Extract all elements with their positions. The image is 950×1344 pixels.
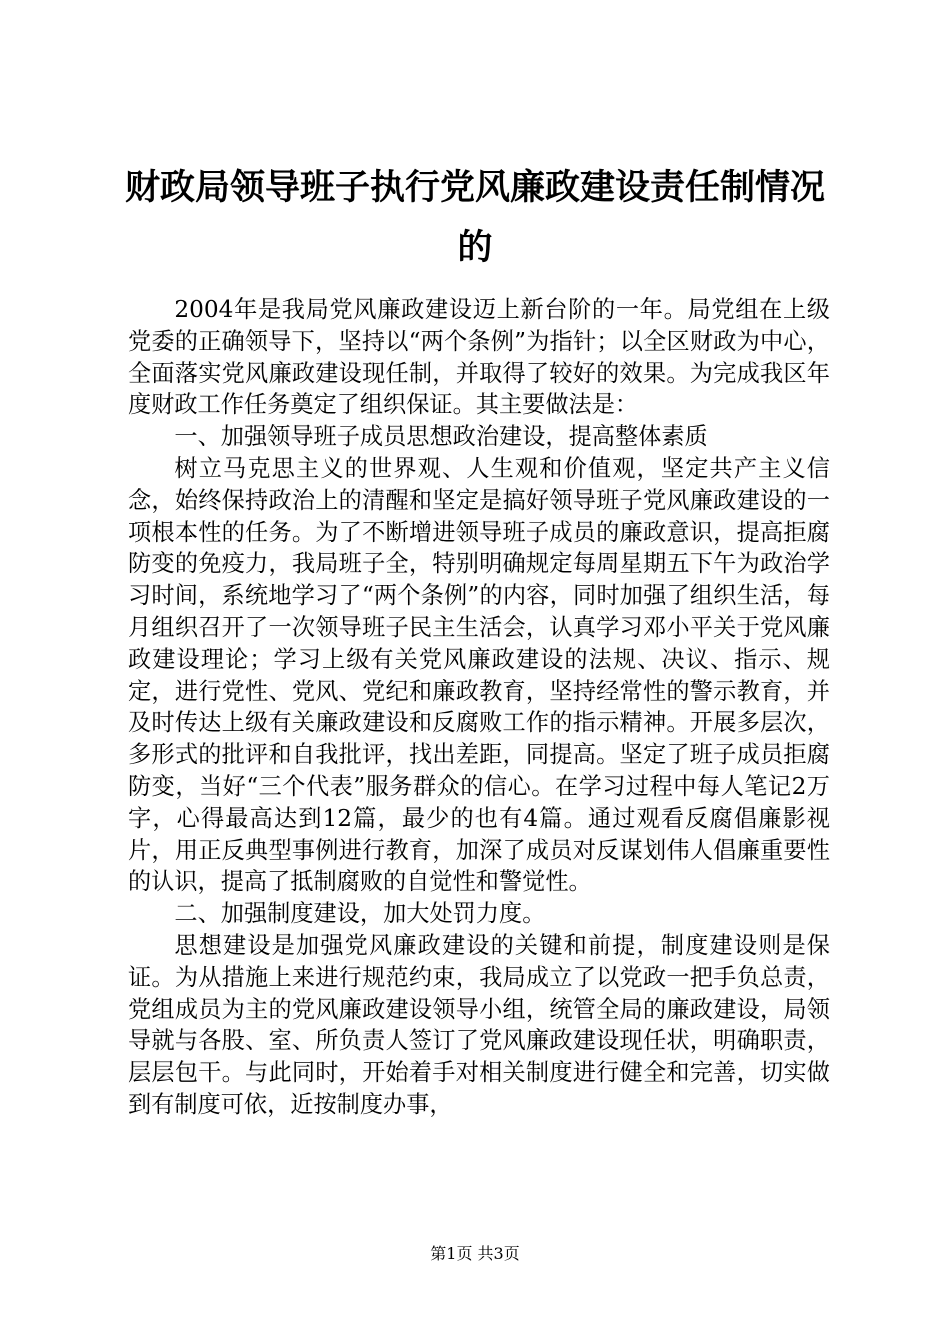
section-heading-2: 二、加强制度建设，加大处罚力度。 xyxy=(174,900,546,928)
paragraph-intro: 2004年是我局党风廉政建设迈上新台阶的一年。局党组在上级党委的正确领导下，坚持以“两个条例”为指针；以全区财政为中心，全面落实党风廉政建设现任制，并取得了较好的效果。为完成我区年度财政工作任务奠定了组织保证。其主要做法是： xyxy=(128,296,830,419)
paragraph-section-1: 树立马克思主义的世界观、人生观和价值观，坚定共产主义信念，始终保持政治上的清醒和坚定是搞好领导班子党风廉政建设的一项根本性的任务。为了不断增进领导班子成员的廉政意识，提高拒腐防变的免疫力，我局班子全，特别明确规定每周星期五下午为政治学习时间，系统地学习了“两个条例”的内容，同时加强了组织生活，每月组织召开了一次领导班子民主生活会，认真学习邓小平关于党风廉政建设理论；学习上级有关党风廉政建设的法规、决议、指示、规定，进行党性、党风、党纪和廉政教育，坚持经常性的警示教育，并及时传达上级有关廉政建设和反腐败工作的指示精神。开展多层次，多形式的批评和自我批评，找出差距，同提高。坚定了班子成员拒腐防变，当好“三个代表”服务群众的信心。在学习过程中每人笔记2万字，心得最高达到12篇，最少的也有4篇。通过观看反腐倡廉影视片，用正反典型事例进行教育，加深了成员对反谋划伟人倡廉重要性的认识，提高了抵制腐败的自觉性和警觉性。 xyxy=(128,454,830,896)
section-heading-1: 一、加强领导班子成员思想政治建设，提高整体素质 xyxy=(174,423,708,451)
paragraph-section-2: 思想建设是加强党风廉政建设的关键和前提，制度建设则是保证。为从措施上来进行规范约束，我局成立了以党政一把手负总责，党组成员为主的党风廉政建设领导小组，统管全局的廉政建设，局领导就与各股、室、所负责人签订了党风廉政建设现任状，明确职责，层层包干。与此同时，开始着手对相关制度进行健全和完善，切实做到有制度可依，近按制度办事， xyxy=(128,931,830,1118)
document-title: 财政局领导班子执行党风廉政建设责任制情况的 xyxy=(124,167,825,268)
page-number-indicator: 第1页 共3页 xyxy=(430,1244,520,1263)
document-body xyxy=(128,294,830,1121)
page-footer xyxy=(0,1244,950,1264)
